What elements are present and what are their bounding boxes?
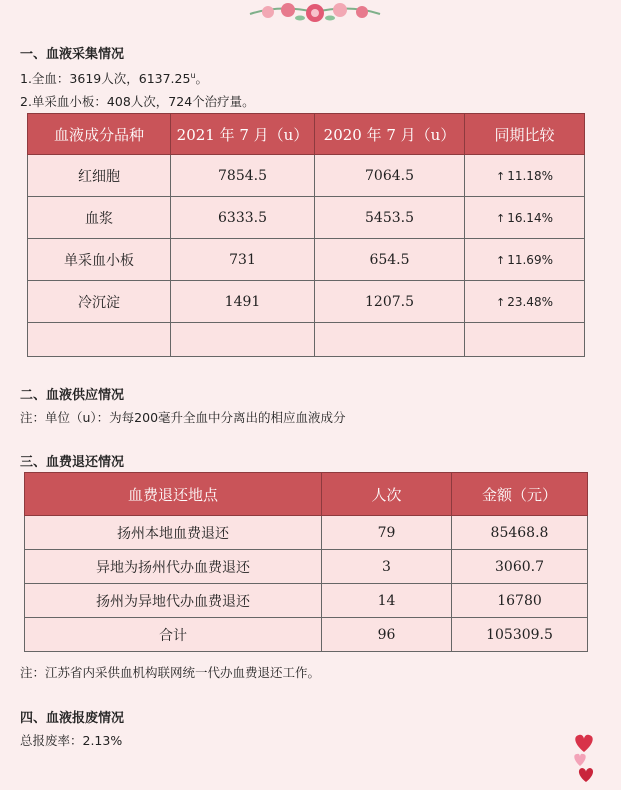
refund-place: 扬州本地血费退还	[25, 516, 322, 550]
empty-cell	[28, 323, 171, 357]
value-2020: 1207.5	[315, 281, 465, 323]
yoy-value: 11.18%	[507, 168, 553, 183]
col-header-amount: 金额（元）	[452, 473, 588, 516]
whole-blood-suffix: 。	[195, 71, 209, 86]
up-arrow-icon: ↑	[496, 169, 506, 183]
section-title-blood-supply: 二、血液供应情况	[20, 388, 125, 403]
value-2020: 5453.5	[315, 197, 465, 239]
table-row-empty	[28, 323, 585, 357]
refund-table	[24, 472, 588, 652]
yoy-change	[465, 239, 585, 281]
table-row	[28, 281, 585, 323]
col-header-component: 血液成分品种	[28, 114, 171, 155]
yoy-change	[465, 281, 585, 323]
col-header-2020: 2020 年 7 月（u）	[315, 114, 465, 155]
up-arrow-icon: ↑	[496, 253, 506, 267]
col-header-count: 人次	[322, 473, 452, 516]
value-2020: 7064.5	[315, 155, 465, 197]
table-row	[28, 239, 585, 281]
col-header-place: 血费退还地点	[25, 473, 322, 516]
col-header-yoy: 同期比较	[465, 114, 585, 155]
total-count: 96	[322, 618, 452, 652]
up-arrow-icon: ↑	[496, 211, 506, 225]
refund-count: 79	[322, 516, 452, 550]
up-arrow-icon: ↑	[496, 295, 506, 309]
yoy-value: 11.69%	[507, 252, 553, 267]
total-label: 合计	[25, 618, 322, 652]
refund-amount: 16780	[452, 584, 588, 618]
section-title-refund: 三、血费退还情况	[20, 455, 125, 470]
refund-place: 异地为扬州代办血费退还	[25, 550, 322, 584]
table-row-total	[25, 618, 588, 652]
whole-blood-line	[20, 69, 208, 87]
flower-garland-icon	[240, 0, 390, 26]
unit-superscript: u	[190, 70, 196, 80]
refund-place: 扬州为异地代办血费退还	[25, 584, 322, 618]
value-2021: 1491	[171, 281, 315, 323]
value-2021: 6333.5	[171, 197, 315, 239]
empty-cell	[171, 323, 315, 357]
yoy-change	[465, 155, 585, 197]
total-amount: 105309.5	[452, 618, 588, 652]
refund-note: 注：江苏省内采供血机构联网统一代办血费退还工作。	[20, 665, 321, 680]
whole-blood-text: 1.全血：3619人次，6137.25	[20, 71, 191, 86]
yoy-value: 16.14%	[507, 210, 553, 225]
unit-note: 注：单位（u）：为每200毫升全血中分离出的相应血液成分	[20, 410, 346, 425]
blood-component-table	[27, 113, 585, 357]
table-row	[28, 155, 585, 197]
table-row	[25, 516, 588, 550]
table-header-row	[25, 473, 588, 516]
refund-count: 14	[322, 584, 452, 618]
table-row	[25, 550, 588, 584]
table-row	[25, 584, 588, 618]
table-header-row	[28, 114, 585, 155]
value-2020: 654.5	[315, 239, 465, 281]
value-2021: 7854.5	[171, 155, 315, 197]
component-name: 单采血小板	[28, 239, 171, 281]
component-name: 冷沉淀	[28, 281, 171, 323]
empty-cell	[465, 323, 585, 357]
platelet-line: 2.单采血小板：408人次，724个治疗量。	[20, 94, 255, 109]
disposal-rate-line: 总报废率：2.13%	[20, 733, 123, 748]
value-2021: 731	[171, 239, 315, 281]
section-title-blood-disposal: 四、血液报废情况	[20, 711, 125, 726]
refund-count: 3	[322, 550, 452, 584]
yoy-change	[465, 197, 585, 239]
empty-cell	[315, 323, 465, 357]
refund-amount: 3060.7	[452, 550, 588, 584]
component-name: 红细胞	[28, 155, 171, 197]
col-header-2021: 2021 年 7 月（u）	[171, 114, 315, 155]
hearts-icon	[569, 732, 599, 784]
table-row	[28, 197, 585, 239]
yoy-value: 23.48%	[507, 294, 553, 309]
refund-amount: 85468.8	[452, 516, 588, 550]
section-title-blood-collection: 一、血液采集情况	[20, 47, 125, 62]
component-name: 血浆	[28, 197, 171, 239]
